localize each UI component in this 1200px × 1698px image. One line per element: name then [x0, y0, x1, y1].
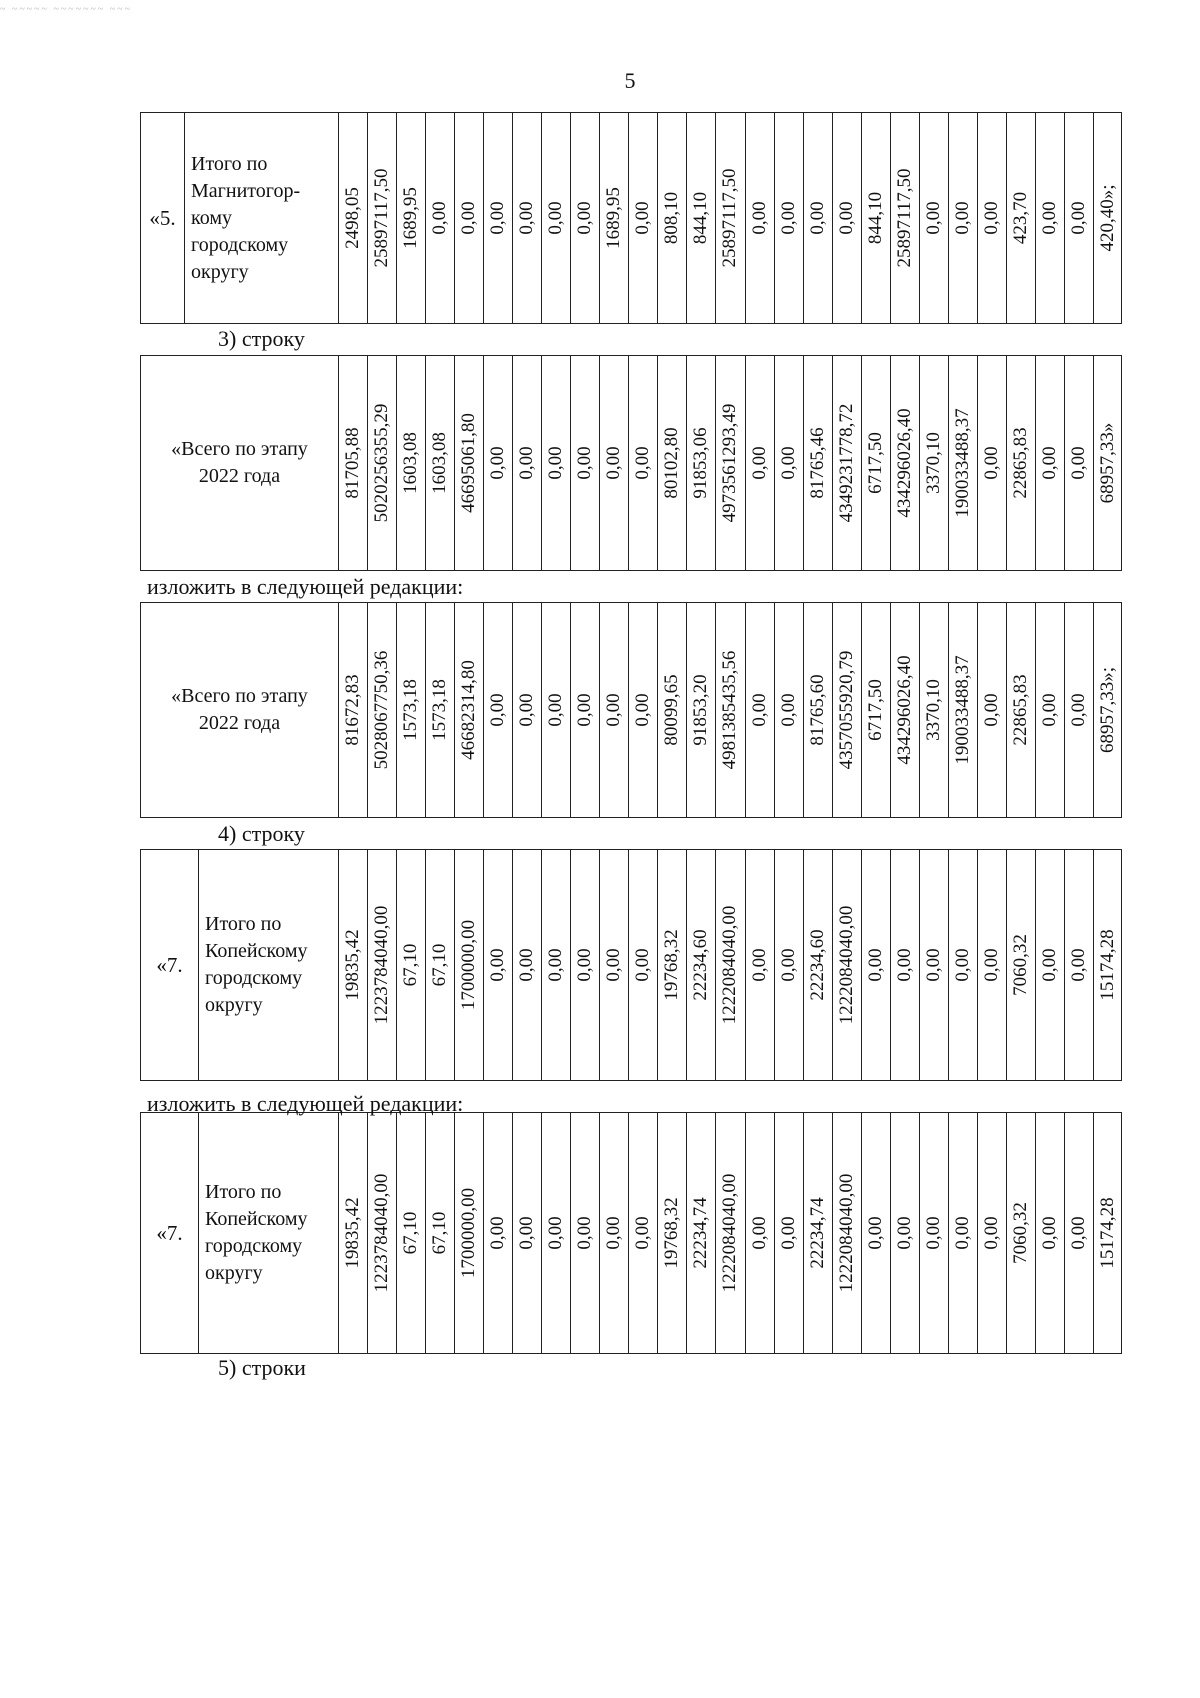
value-cell [600, 113, 629, 323]
value-cell [339, 113, 368, 323]
value-cell [339, 356, 368, 570]
value-cell [862, 356, 891, 570]
value-cell [804, 850, 833, 1080]
value-text: 7060,32 [1009, 934, 1031, 996]
value-cell [658, 850, 687, 1080]
value-text: 0,00 [951, 948, 973, 982]
value-text: 67,10 [400, 1211, 422, 1255]
value-cell [542, 356, 571, 570]
value-cell [978, 356, 1007, 570]
value-cell [1036, 603, 1065, 817]
value-text: 0,00 [980, 693, 1002, 727]
value-cell [1065, 603, 1094, 817]
value-text: 0,00 [951, 201, 973, 235]
value-text: 190033488,37 [951, 655, 973, 765]
value-cell [484, 1113, 513, 1353]
value-cell [571, 113, 600, 323]
value-cell [1036, 850, 1065, 1080]
value-cell [484, 603, 513, 817]
value-cell [746, 356, 775, 570]
value-text: 3370,10 [922, 679, 944, 741]
value-cell [1036, 113, 1065, 323]
value-text: 15174,28 [1097, 1197, 1119, 1269]
value-text: 0,00 [980, 948, 1002, 982]
value-cell [426, 850, 455, 1080]
value-text: 0,00 [748, 693, 770, 727]
row-name-cell: Итого по Магнитогор- кому городскому округу [185, 113, 339, 323]
value-text: 1222084040,00 [719, 905, 741, 1025]
value-cell [455, 356, 484, 570]
value-cell [1065, 850, 1094, 1080]
value-text: 0,00 [545, 446, 567, 480]
value-text: 844,10 [864, 191, 886, 245]
value-cell [687, 850, 716, 1080]
value-cell [1007, 850, 1036, 1080]
value-cell [513, 1113, 542, 1353]
data-table-2 [140, 355, 1122, 571]
value-text: 0,00 [545, 693, 567, 727]
value-text: 7060,32 [1009, 1202, 1031, 1264]
value-text: 0,00 [487, 201, 509, 235]
value-text: 0,00 [864, 948, 886, 982]
value-text: 0,00 [487, 446, 509, 480]
row-name-cell: Итого по Копейскому городскому округу [199, 850, 339, 1080]
value-text: 0,00 [748, 948, 770, 982]
value-text: 0,00 [545, 1216, 567, 1250]
value-text: 4973561293,49 [719, 403, 741, 523]
value-cell [658, 356, 687, 570]
value-cell [1007, 113, 1036, 323]
value-text: 1700000,00 [458, 919, 480, 1011]
value-cell [978, 113, 1007, 323]
value-text: 25897117,50 [719, 168, 741, 268]
value-text: 1603,08 [400, 432, 422, 494]
value-text: 22865,83 [1009, 427, 1031, 499]
value-cell [513, 603, 542, 817]
value-text: 1689,95 [603, 187, 625, 249]
value-text: 0,00 [777, 948, 799, 982]
value-text: 6717,50 [864, 432, 886, 494]
value-text: 0,00 [922, 1216, 944, 1250]
value-cell [1036, 356, 1065, 570]
value-cell [600, 356, 629, 570]
value-cell [978, 1113, 1007, 1353]
value-text: 0,00 [574, 693, 596, 727]
value-cell [339, 603, 368, 817]
value-text: 0,00 [574, 948, 596, 982]
value-text: 46695061,80 [458, 413, 480, 513]
value-text: 0,00 [574, 1216, 596, 1250]
row-number-cell: «7. [141, 850, 199, 1080]
value-cell [920, 356, 949, 570]
value-cell [484, 113, 513, 323]
value-cell [513, 356, 542, 570]
value-cell [368, 1113, 397, 1353]
value-cell [949, 113, 978, 323]
value-text: 0,00 [487, 693, 509, 727]
value-cell [833, 603, 862, 817]
value-cell [949, 1113, 978, 1353]
value-cell [775, 603, 804, 817]
value-cell [455, 113, 484, 323]
value-text: 81672,83 [342, 674, 364, 746]
value-text: 0,00 [980, 446, 1002, 480]
value-cell [571, 850, 600, 1080]
value-text: 0,00 [922, 201, 944, 235]
value-text: 0,00 [545, 201, 567, 235]
value-text: 67,10 [429, 943, 451, 987]
value-text: 81765,46 [806, 427, 828, 499]
value-cell [920, 113, 949, 323]
value-cell [542, 603, 571, 817]
value-cell [775, 850, 804, 1080]
value-cell [833, 356, 862, 570]
value-cell [1007, 1113, 1036, 1353]
value-text: 0,00 [806, 201, 828, 235]
value-text: 0,00 [574, 201, 596, 235]
value-cell [891, 356, 920, 570]
value-cell [542, 850, 571, 1080]
value-text: 1573,18 [400, 679, 422, 741]
value-text: 22234,74 [806, 1197, 828, 1269]
value-text: 1222084040,00 [835, 905, 857, 1025]
value-cell [716, 1113, 745, 1353]
value-cell [891, 113, 920, 323]
row-name-cell: «Всего по этапу 2022 года [141, 603, 339, 817]
value-text: 25897117,50 [893, 168, 915, 268]
value-text: 0,00 [603, 693, 625, 727]
value-text: 0,00 [1067, 446, 1089, 480]
value-text: 22865,83 [1009, 674, 1031, 746]
value-text: 0,00 [632, 446, 654, 480]
value-cell [862, 603, 891, 817]
value-text: 0,00 [1038, 948, 1060, 982]
value-text: 0,00 [487, 948, 509, 982]
value-cell [949, 850, 978, 1080]
value-cell [600, 603, 629, 817]
data-table-5 [140, 1112, 1122, 1354]
value-cell [1065, 356, 1094, 570]
value-cell [862, 850, 891, 1080]
value-cell [775, 1113, 804, 1353]
value-cell [862, 113, 891, 323]
value-cell [891, 603, 920, 817]
value-cell [571, 603, 600, 817]
value-cell [833, 113, 862, 323]
value-cell [397, 113, 426, 323]
value-cell [978, 850, 1007, 1080]
value-text: 0,00 [632, 201, 654, 235]
value-cell [833, 850, 862, 1080]
value-text: 190033488,37 [951, 408, 973, 518]
value-text: 1222084040,00 [719, 1173, 741, 1293]
value-text: 0,00 [777, 446, 799, 480]
value-cell [804, 603, 833, 817]
value-text: 0,00 [429, 201, 451, 235]
value-text: 19835,42 [342, 1197, 364, 1269]
value-text: 68957,33» [1097, 422, 1119, 504]
value-cell [542, 113, 571, 323]
value-cell [600, 1113, 629, 1353]
value-text: 67,10 [400, 943, 422, 987]
value-text: 5020256355,29 [371, 403, 393, 523]
value-cell [455, 850, 484, 1080]
value-text: 19835,42 [342, 929, 364, 1001]
value-cell [339, 850, 368, 1080]
value-text: 0,00 [1067, 948, 1089, 982]
value-text: 0,00 [893, 1216, 915, 1250]
value-text: 22234,60 [806, 929, 828, 1001]
value-cell [1007, 603, 1036, 817]
value-cell [455, 603, 484, 817]
value-cell [426, 603, 455, 817]
value-text: 0,00 [951, 1216, 973, 1250]
value-cell [716, 850, 745, 1080]
value-text: 1223784040,00 [371, 1173, 393, 1293]
value-text: 0,00 [603, 1216, 625, 1250]
value-text: 80102,80 [661, 427, 683, 499]
value-text: 19768,32 [661, 1197, 683, 1269]
value-cell [368, 113, 397, 323]
value-cell [397, 850, 426, 1080]
value-cell [1065, 1113, 1094, 1353]
value-cell [368, 603, 397, 817]
value-text: 0,00 [632, 1216, 654, 1250]
value-text: 6717,50 [864, 679, 886, 741]
value-cell [629, 603, 658, 817]
value-text: 81765,60 [806, 674, 828, 746]
value-cell [920, 603, 949, 817]
value-cell [687, 113, 716, 323]
value-cell [687, 356, 716, 570]
value-text: 19768,32 [661, 929, 683, 1001]
value-cell [397, 603, 426, 817]
data-table-4 [140, 849, 1122, 1081]
value-cell [1065, 113, 1094, 323]
value-text: 0,00 [574, 446, 596, 480]
value-text: 3370,10 [922, 432, 944, 494]
value-cell [1094, 113, 1123, 323]
value-cell [746, 603, 775, 817]
value-text: 0,00 [777, 201, 799, 235]
value-cell [920, 1113, 949, 1353]
value-text: 4357055920,79 [835, 650, 857, 770]
value-text: 5028067750,36 [371, 650, 393, 770]
page-number: 5 [624, 68, 636, 93]
value-cell [600, 850, 629, 1080]
value-text: 0,00 [1067, 201, 1089, 235]
value-text: 91853,20 [690, 674, 712, 746]
value-cell [426, 1113, 455, 1353]
value-text: 67,10 [429, 1211, 451, 1255]
value-text: 0,00 [777, 1216, 799, 1250]
value-cell [455, 1113, 484, 1353]
row-number-cell: «7. [141, 1113, 199, 1353]
value-cell [484, 356, 513, 570]
value-text: 0,00 [777, 693, 799, 727]
value-cell [542, 1113, 571, 1353]
value-cell [949, 356, 978, 570]
value-text: 4981385435,56 [719, 650, 741, 770]
restate-label-2: изложить в следующей редакции: [147, 1091, 464, 1116]
value-cell [716, 356, 745, 570]
value-text: 0,00 [1067, 693, 1089, 727]
value-text: 1573,18 [429, 679, 451, 741]
value-cell [658, 1113, 687, 1353]
value-text: 0,00 [1038, 1216, 1060, 1250]
value-cell [775, 356, 804, 570]
value-text: 0,00 [516, 1216, 538, 1250]
value-cell [1094, 356, 1123, 570]
value-text: 1689,95 [400, 187, 422, 249]
value-text: 0,00 [748, 1216, 770, 1250]
value-text: 0,00 [516, 948, 538, 982]
row-number-cell: «5. [141, 113, 185, 323]
value-cell [629, 113, 658, 323]
value-text: 0,00 [516, 693, 538, 727]
item-4-label: 4) строку [218, 821, 305, 846]
value-text: 0,00 [516, 446, 538, 480]
value-text: 423,70 [1009, 191, 1031, 245]
value-cell [658, 603, 687, 817]
item-5-label: 5) строки [218, 1355, 306, 1380]
value-cell [687, 603, 716, 817]
value-cell [484, 850, 513, 1080]
value-text: 1222084040,00 [835, 1173, 857, 1293]
restate-label-1: изложить в следующей редакции: [147, 574, 464, 599]
value-cell [804, 356, 833, 570]
value-cell [513, 113, 542, 323]
data-table-1 [140, 112, 1122, 324]
value-text: 420,40»; [1097, 184, 1119, 252]
value-cell [687, 1113, 716, 1353]
value-cell [658, 113, 687, 323]
value-cell [1007, 356, 1036, 570]
value-text: 15174,28 [1097, 929, 1119, 1001]
value-text: 0,00 [835, 201, 857, 235]
value-text: 4349231778,72 [835, 403, 857, 523]
value-text: 80099,65 [661, 674, 683, 746]
value-cell [716, 603, 745, 817]
value-text: 0,00 [748, 446, 770, 480]
value-text: 434296026,40 [893, 408, 915, 518]
value-cell [804, 1113, 833, 1353]
value-cell [978, 603, 1007, 817]
value-text: 0,00 [980, 1216, 1002, 1250]
value-cell [339, 1113, 368, 1353]
value-cell [426, 356, 455, 570]
value-text: 25897117,50 [371, 168, 393, 268]
value-cell [920, 850, 949, 1080]
value-text: 0,00 [632, 948, 654, 982]
value-cell [804, 113, 833, 323]
value-cell [1094, 1113, 1123, 1353]
value-text: 1603,08 [429, 432, 451, 494]
value-text: 0,00 [1067, 1216, 1089, 1250]
value-text: 0,00 [487, 1216, 509, 1250]
data-table-3 [140, 602, 1122, 818]
value-cell [368, 850, 397, 1080]
value-cell [571, 1113, 600, 1353]
value-cell [891, 850, 920, 1080]
value-cell [426, 113, 455, 323]
row-name-cell: «Всего по этапу 2022 года [141, 356, 339, 570]
value-cell [716, 113, 745, 323]
value-text: 46682314,80 [458, 660, 480, 760]
value-cell [746, 113, 775, 323]
value-text: 0,00 [864, 1216, 886, 1250]
value-cell [513, 850, 542, 1080]
value-cell [949, 603, 978, 817]
value-text: 808,10 [661, 191, 683, 245]
value-text: 0,00 [603, 446, 625, 480]
value-text: 0,00 [632, 693, 654, 727]
value-text: 0,00 [980, 201, 1002, 235]
value-text: 0,00 [458, 201, 480, 235]
value-text: 0,00 [545, 948, 567, 982]
value-text: 22234,74 [690, 1197, 712, 1269]
value-cell [629, 850, 658, 1080]
value-cell [775, 113, 804, 323]
scan-header-marks: ~ ~~~~~ ~~~~~~~ ~~~ [0, 4, 133, 15]
value-cell [629, 1113, 658, 1353]
value-cell [862, 1113, 891, 1353]
value-text: 844,10 [690, 191, 712, 245]
value-cell [397, 356, 426, 570]
value-cell [746, 1113, 775, 1353]
value-cell [1094, 603, 1123, 817]
value-text: 0,00 [516, 201, 538, 235]
value-cell [397, 1113, 426, 1353]
row-name-cell: Итого по Копейскому городскому округу [199, 1113, 339, 1353]
value-text: 0,00 [893, 948, 915, 982]
value-text: 22234,60 [690, 929, 712, 1001]
value-cell [571, 356, 600, 570]
value-text: 2498,05 [342, 187, 364, 249]
value-cell [629, 356, 658, 570]
value-text: 68957,33»; [1097, 666, 1119, 754]
value-cell [746, 850, 775, 1080]
item-3-label: 3) строку [218, 326, 305, 351]
value-text: 0,00 [1038, 446, 1060, 480]
value-text: 1700000,00 [458, 1187, 480, 1279]
value-text: 0,00 [748, 201, 770, 235]
value-text: 0,00 [1038, 693, 1060, 727]
value-text: 0,00 [1038, 201, 1060, 235]
value-cell [1094, 850, 1123, 1080]
value-text: 91853,06 [690, 427, 712, 499]
value-text: 81705,88 [342, 427, 364, 499]
value-text: 434296026,40 [893, 655, 915, 765]
value-text: 0,00 [922, 948, 944, 982]
value-cell [891, 1113, 920, 1353]
value-cell [833, 1113, 862, 1353]
value-text: 1223784040,00 [371, 905, 393, 1025]
value-cell [1036, 1113, 1065, 1353]
value-cell [368, 356, 397, 570]
value-text: 0,00 [603, 948, 625, 982]
